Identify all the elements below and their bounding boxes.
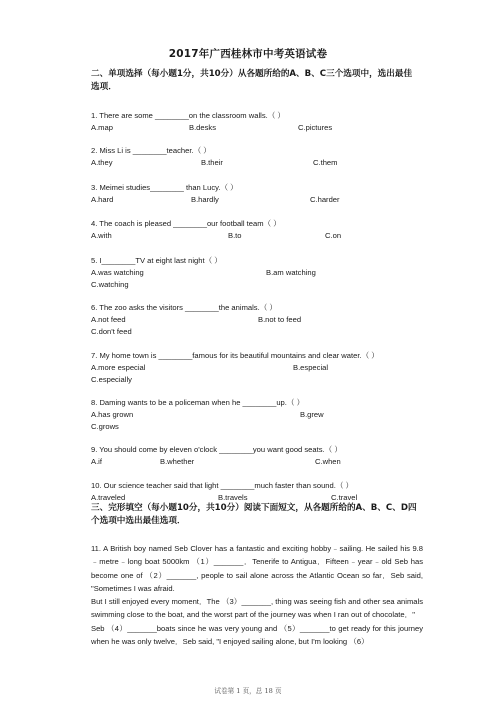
section-2-heading: 二、单项选择（每小题1分，共10分）从各题所给的A、B、C三个选项中，选出最佳选项．: [91, 69, 413, 92]
option-b: B.their: [201, 158, 223, 167]
question-stem: 6. The zoo asks the visitors ________the animals.（ ）: [91, 303, 278, 312]
section-3-heading: 三、完形填空（每小题10分，共10分）阅读下面短文，从各题所给的A、B、C、D四个选项中选出最佳选项．: [91, 503, 417, 526]
passage-paragraph: 11. A British boy named Seb Clover has a fantastic and exciting hobby﹣sailing. He sailed his 9.8﹣metre﹣long boat 5000km （1）_______．Tenerife to Antigua．Fifteen﹣year﹣old Seb has become one of （2）_______, people to sail alone across the Atlantic Ocean so far．Seb said, "Sometimes I was afraid.: [91, 544, 423, 593]
question-stem: 10. Our science teacher said that light ________much faster than sound.（ ）: [91, 481, 354, 490]
option-c: C.harder: [310, 195, 340, 204]
option-c: C.grows: [91, 422, 119, 431]
question-stem: 9. You should come by eleven o'clock ________you want good seats.（ ）: [91, 445, 342, 454]
passage-paragraph: But I still enjoyed every moment．The （3）_______, thing was seeing fish and other sea animals swimming close to the boat, and the worst part of the journey was when I ran out of chocolate．": [91, 597, 423, 620]
question-stem: 4. The coach is pleased ________our football team（ ）: [91, 219, 281, 228]
option-b: B.whether: [160, 457, 195, 466]
question-stem: 8. Daming wants to be a policeman when he ________up.（ ）: [91, 398, 305, 407]
question-stem: 1. There are some ________on the classroom walls.（ ）: [91, 111, 286, 120]
question-stem: 5. I________TV at eight last night（ ）: [91, 256, 222, 265]
passage-paragraph: Seb （4）_______boats since he was very young and （5）_______to get ready for this journey when he was only twelve．Seb said, "I enjoyed sailing alone, but I'm looking （6）: [91, 623, 423, 647]
option-b: B.especial: [293, 363, 329, 372]
option-b: B.am watching: [266, 268, 316, 277]
page-title: 2017年广西桂林市中考英语试卷: [168, 48, 328, 60]
option-a: A.map: [91, 123, 113, 132]
option-a: A.hard: [91, 195, 114, 204]
option-a: A.has grown: [91, 410, 134, 419]
option-c: C.especially: [91, 375, 132, 384]
question-stem: 3. Meimei studies________ than Lucy.（ ）: [91, 183, 238, 192]
option-b: B.desks: [189, 123, 217, 132]
question-stem: 7. My home town is ________famous for its beautiful mountains and clear water.（ ）: [91, 351, 379, 360]
option-a: A.more especial: [91, 363, 146, 372]
option-c: C.when: [315, 457, 341, 466]
option-b: B.grew: [300, 410, 324, 419]
page-footer: 试卷第 1 页，总 18 页: [214, 687, 282, 695]
cloze-passage: [91, 542, 423, 648]
option-c: C.travel: [331, 493, 358, 502]
option-a: A.with: [91, 231, 112, 240]
option-a: A.they: [91, 158, 113, 167]
option-b: B.hardly: [191, 195, 219, 204]
option-c: C.watching: [91, 280, 129, 289]
option-c: C.them: [313, 158, 338, 167]
option-a: A.traveled: [91, 493, 126, 502]
option-c: C.don't feed: [91, 327, 132, 336]
option-a: A.if: [91, 457, 102, 466]
option-a: A.was watching: [91, 268, 144, 277]
option-b: B.not to feed: [258, 315, 302, 324]
question-stem: 2. Miss Li is ________teacher.（ ）: [91, 146, 211, 155]
option-c: C.pictures: [298, 123, 333, 132]
option-b: B.travels: [218, 493, 248, 502]
option-b: B.to: [228, 231, 242, 240]
option-c: C.on: [325, 231, 342, 240]
option-a: A.not feed: [91, 315, 126, 324]
